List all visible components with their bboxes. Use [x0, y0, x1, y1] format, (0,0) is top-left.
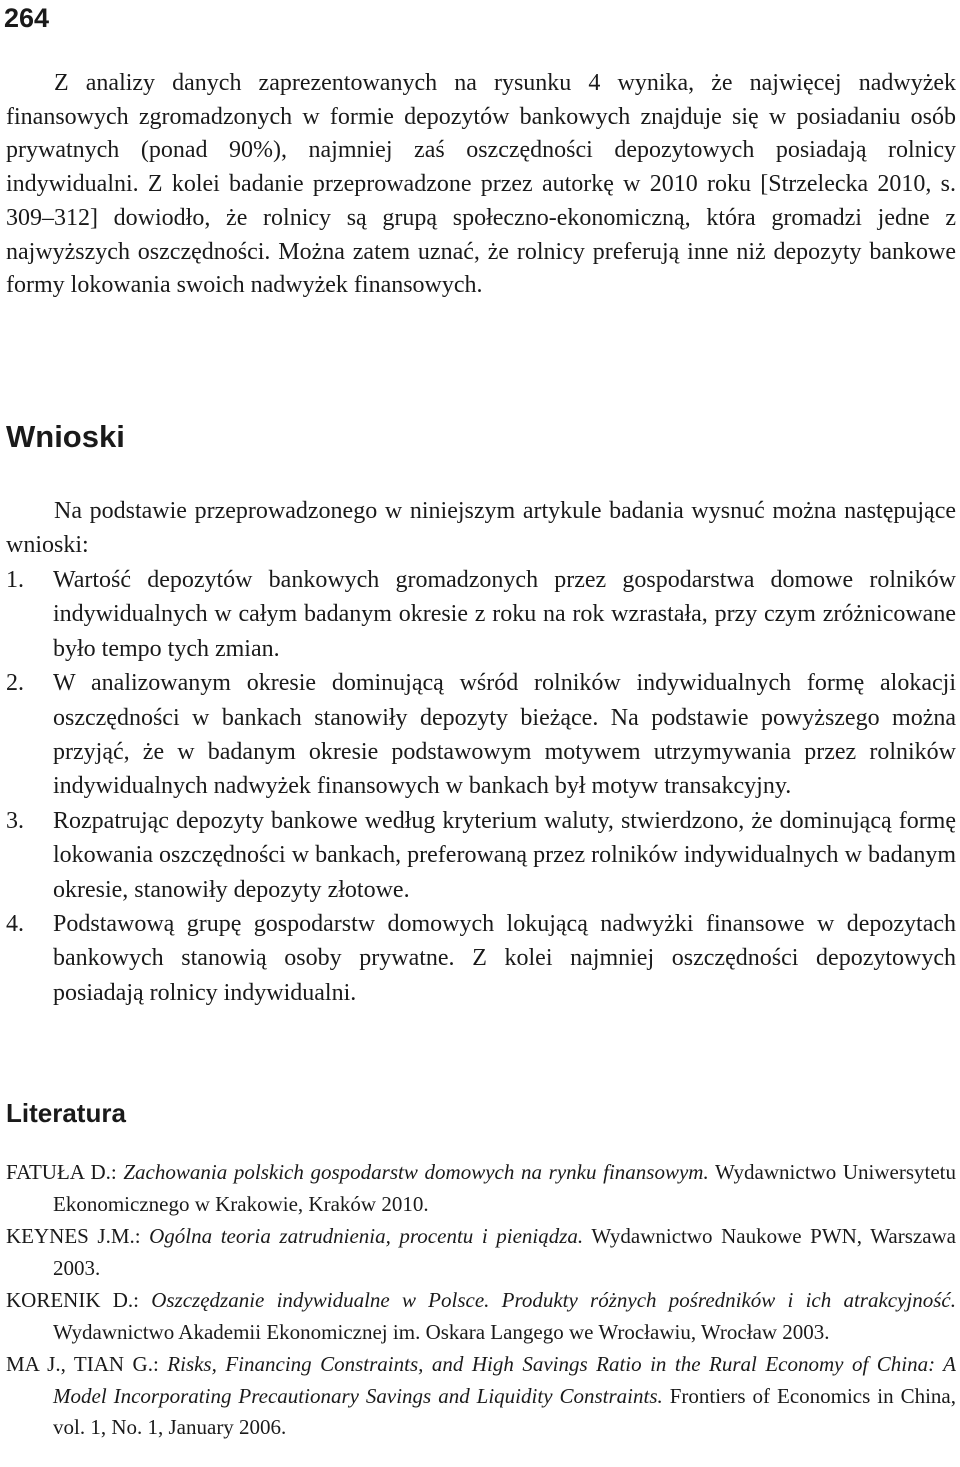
conclusion-item	[6, 563, 956, 666]
conclusion-number: 2.	[6, 670, 24, 697]
reference-item	[6, 1221, 956, 1284]
conclusions-list	[6, 563, 956, 1010]
conclusion-item	[6, 666, 956, 804]
reference-author: KEYNES J.M.:	[6, 1224, 141, 1248]
reference-title: Oszczędzanie indywidualne w Polsce. Produkty różnych pośredników i ich atrakcyjność.	[151, 1288, 957, 1312]
conclusion-text: W analizowanym okresie dominującą wśród rolników indywidualnych formę alokacji oszczędności w bankach stanowiły depozyty bieżące. Na podstawie powyższego można przyjąć, że w badanym okresie podstawowym motywem utrzymywania przez rolników indywidualnych nadwyżek finansowych w bankach był motyw transakcyjny.	[53, 670, 956, 800]
conclusion-number: 3.	[6, 807, 24, 834]
conclusions-lead: Na podstawie przeprowadzonego w niniejszym artykule badania wysnuć można następujące wnioski:	[6, 498, 956, 558]
reference-publisher: Wydawnictwo Uniwersytetu Ekonomicznego w Krakowie, Kraków 2010.	[53, 1160, 957, 1216]
conclusion-number: 4.	[6, 911, 24, 938]
reference-publisher: Frontiers of Economics in China, vol. 1, No. 1, January 2006.	[53, 1383, 956, 1439]
conclusions-heading: Wnioski	[6, 419, 125, 454]
conclusion-number: 1.	[6, 567, 24, 593]
intro-paragraph: Z analizy danych zaprezentowanych na rysunku 4 wynika, że najwięcej nadwyżek finansowych zgromadzonych w formie depozytów bankowych znajduje się w posiadaniu osób prywatnych (ponad 90%), najmniej zaś oszczędności depozytowych posiadają rolnicy indywidualni. Z kolei badanie przeprowadzone przez autorkę w 2010 roku [Strzelecka 2010, s. 309–312] dowiodło, że rolnicy są grupą społeczno-ekonomiczną, która gromadzi jedne z najwyższych oszczędności. Można zatem uznać, że rolnicy preferują inne niż depozyty bankowe formy lokowania swoich nadwyżek finansowych.	[6, 70, 956, 299]
reference-item	[6, 1285, 956, 1348]
conclusion-item	[6, 804, 956, 907]
reference-title: Ogólna teoria zatrudnienia, procentu i pieniądza.	[149, 1224, 584, 1248]
reference-author: MA J., TIAN G.:	[6, 1352, 159, 1376]
reference-title: Zachowania polskich gospodarstw domowych na rynku finansowym.	[123, 1160, 709, 1184]
page-number: 264	[4, 3, 50, 33]
reference-publisher: Wydawnictwo Naukowe PWN, Warszawa 2003.	[53, 1224, 956, 1280]
conclusion-text: Wartość depozytów bankowych gromadzonych przez gospodarstwa domowe rolników indywidualnych w całym badanym okresie z roku na rok wzrastała, przy czym zróżnicowane było tempo tych zmian.	[53, 567, 956, 662]
reference-item	[6, 1349, 956, 1444]
literature-heading: Literatura	[6, 1098, 126, 1128]
reference-title: Risks, Financing Constraints, and High Savings Ratio in the Rural Economy of China: A Model Incorporating Precautionary Savings and Liquidity Constraints.	[53, 1352, 957, 1408]
reference-list	[6, 1157, 956, 1445]
conclusion-text: Rozpatrując depozyty bankowe według kryterium waluty, stwierdzono, że dominującą formę lokowania oszczędności w bankach, preferowaną przez rolników indywidualnych w badanym okresie, stanowiły depozyty złotowe.	[53, 807, 956, 903]
conclusion-item	[6, 907, 956, 1010]
reference-item	[6, 1157, 956, 1220]
reference-publisher: Wydawnictwo Akademii Ekonomicznej im. Oskara Langego we Wrocławiu, Wrocław 2003.	[53, 1319, 830, 1344]
conclusion-text: Podstawową grupę gospodarstw domowych lokującą nadwyżki finansowe w depozytach bankowych stanowią osoby prywatne. Z kolei najmniej oszczędności depozytowych posiadają rolnicy indywidualni.	[53, 911, 956, 1006]
reference-author: KORENIK D.:	[6, 1288, 139, 1312]
reference-author: FATUŁA D.:	[6, 1160, 117, 1184]
